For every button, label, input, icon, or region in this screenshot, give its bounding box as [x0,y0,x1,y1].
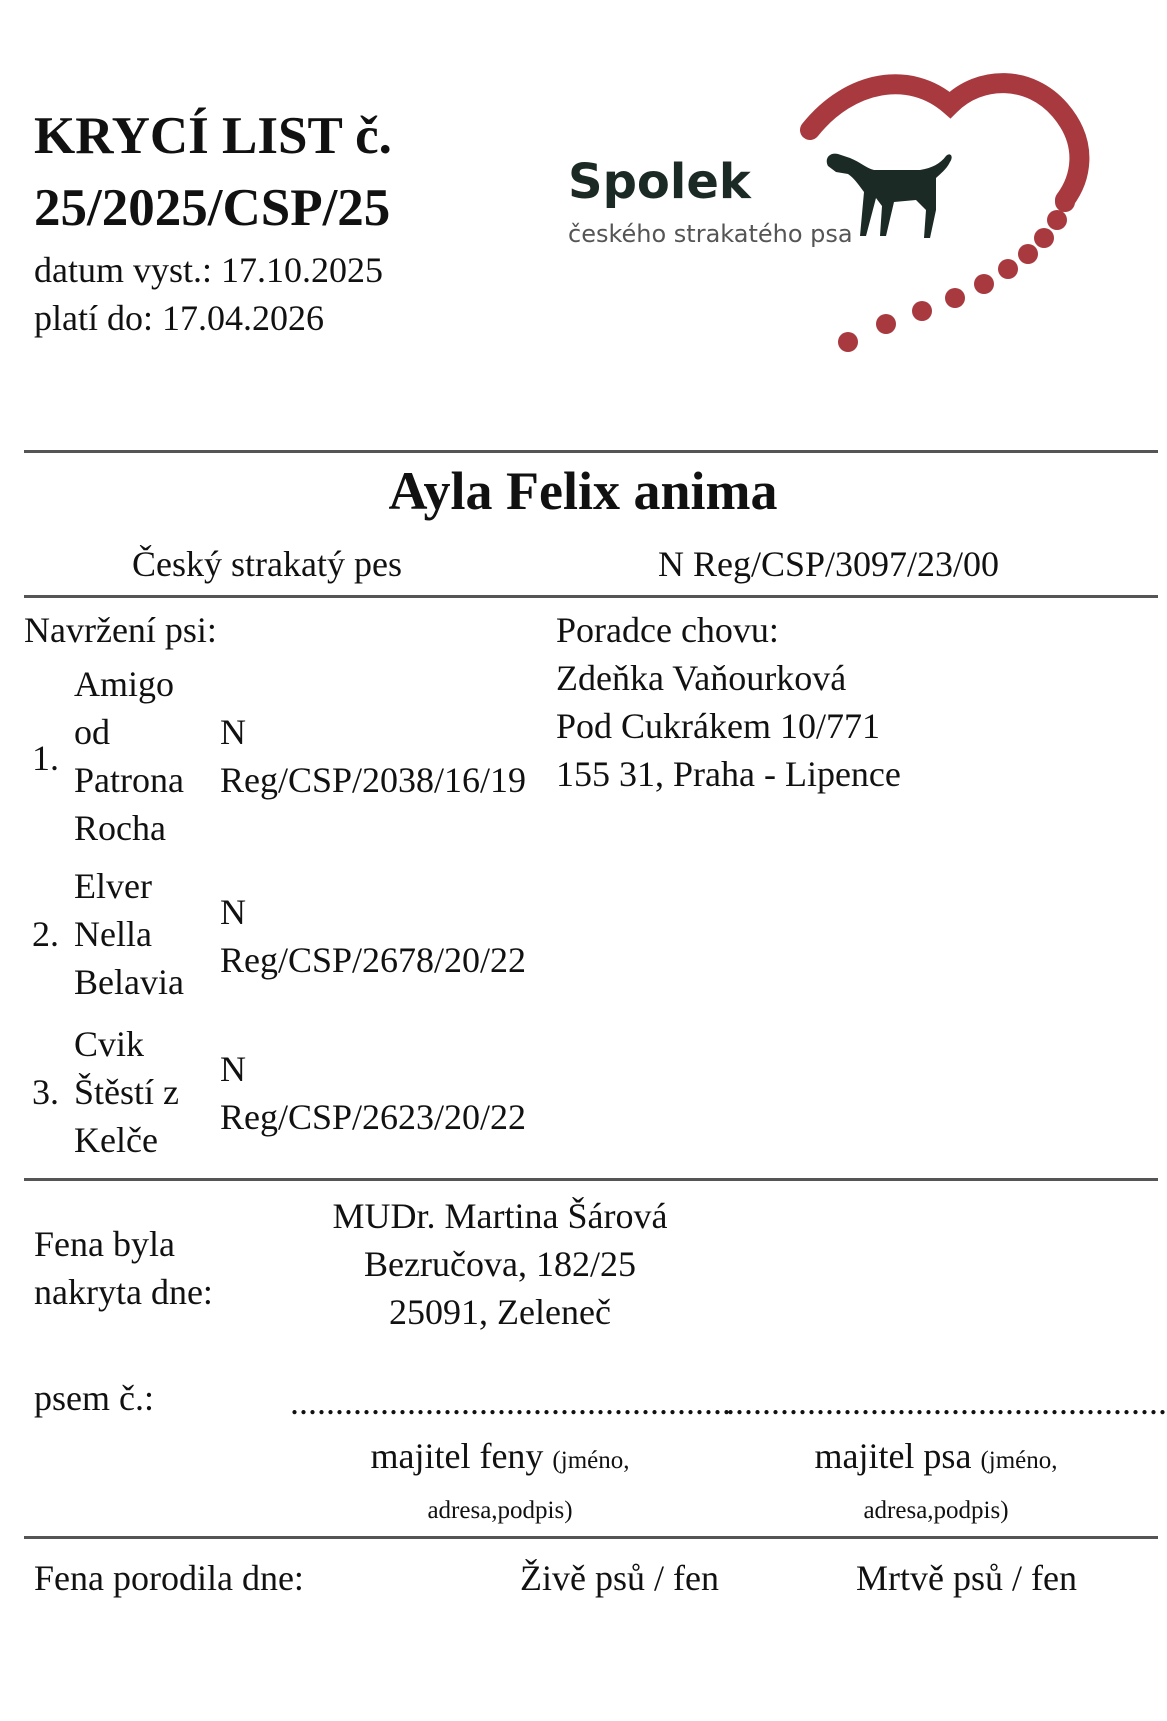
female-owner-address: MUDr. Martina Šárová Bezručova, 182/25 25091, Zeleneč [332,1196,668,1332]
dog-1-name: Amigo od Patrona Rocha [74,664,184,848]
dog-name: Ayla Felix anima [388,461,778,521]
by-dog-label: psem č.: [34,1378,154,1418]
logo-name: Spolek [568,154,751,210]
issue-date: datum vyst.: 17.10.2025 [34,250,383,290]
advisor-heading: Poradce chovu: [556,610,779,650]
heart-outline [810,83,1079,200]
signature-line-male: ................................................. [726,1382,1167,1422]
dog-2-registration: N Reg/CSP/2678/20/22 [220,892,527,980]
alive-count-label: Živě psů / fen [520,1558,719,1598]
title-line-1: KRYCÍ LIST č. [34,107,392,165]
female-owner-signature-caption: majitel feny (jméno, adresa,podpis) [370,1436,630,1524]
dog-3-number: 3. [32,1072,59,1112]
dog-2-number: 2. [32,914,59,954]
dog-1-number: 1. [32,738,59,778]
logo-subtitle: českého strakatého psa [568,220,853,248]
dog-registration: N Reg/CSP/3097/23/00 [658,544,1000,584]
separator-4 [24,1536,1158,1539]
birth-date-label: Fena porodila dne: [34,1558,304,1598]
dog-1-registration: N Reg/CSP/2038/16/19 [220,712,527,800]
heart-dots [838,192,1075,352]
title-line-2: 25/2025/CSP/25 [34,179,391,237]
signature-line-female: ................................................. [290,1382,731,1422]
dog-breed: Český strakatý pes [132,544,402,584]
dog-2-name: Elver Nella Belavia [74,866,184,1002]
club-logo [568,60,1130,370]
dog-3-name: Cvik Štěstí z Kelče [74,1024,179,1160]
separator-1 [24,450,1158,453]
dog-3-registration: N Reg/CSP/2623/20/22 [220,1049,527,1137]
document-title [34,100,392,244]
mating-date-label: Fena byla nakryta dne: [34,1224,213,1312]
proposed-heading: Navržení psi: [24,610,217,650]
male-owner-signature-caption: majitel psa (jméno, adresa,podpis) [814,1436,1058,1524]
separator-3 [24,1178,1158,1181]
advisor-address: Zdeňka Vaňourková Pod Cukrákem 10/771 155 31, Praha - Lipence [556,658,901,794]
valid-until: platí do: 17.04.2026 [34,298,324,338]
separator-2 [24,595,1158,598]
dead-count-label: Mrtvě psů / fen [856,1558,1077,1598]
